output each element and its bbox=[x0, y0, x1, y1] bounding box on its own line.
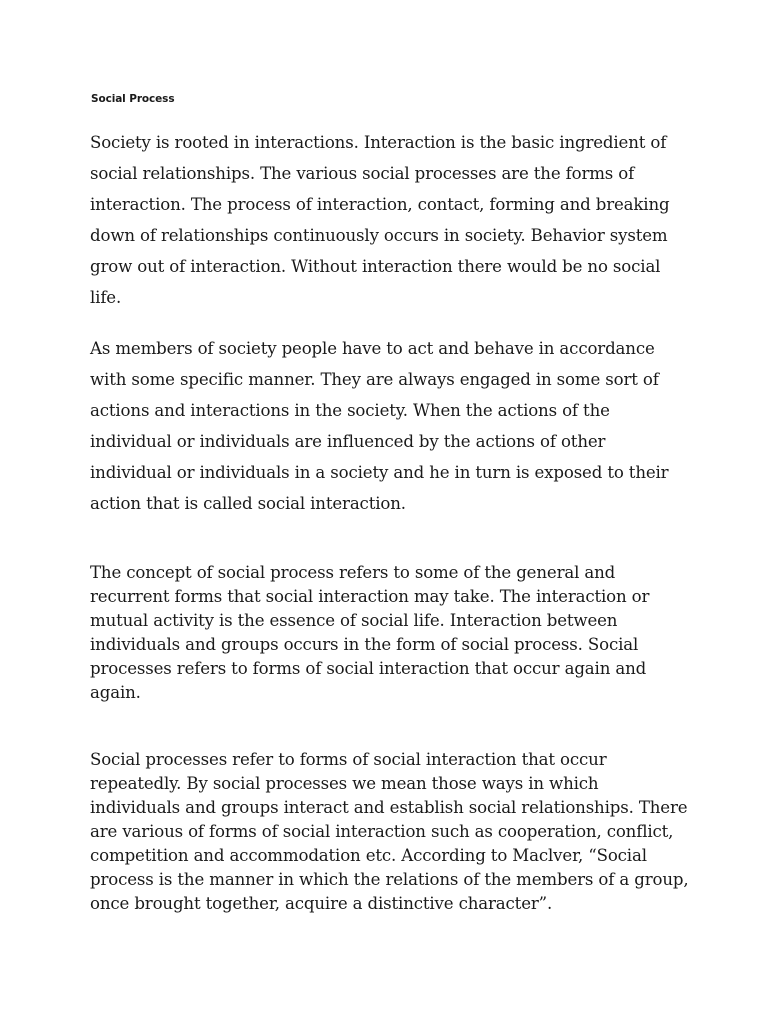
paragraph-4: Social processes refer to forms of social interaction that occur repeatedly. By social processes we mean those ways in which individuals and groups interact and establish social relationships. There are various of forms of social interaction such as cooperation, conflict, competition and accommodation etc. According to Maclver, “Social process is the manner in which the relations of the members of a group, once brought together, acquire a distinctive character”. bbox=[90, 750, 689, 913]
paragraph-1: Society is rooted in interactions. Interaction is the basic ingredient of social relationships. The various social processes are the forms of interaction. The process of interaction, contact, forming and breaking down of relationships continuously occurs in society. Behavior system grow out of interaction. Without interaction there would be no social life. bbox=[90, 133, 670, 307]
paragraph-2: As members of society people have to act and behave in accordance with some specific manner. They are always engaged in some sort of actions and interactions in the society. When the actions of the individual or individuals are influenced by the actions of other individual or individuals in a society and he in turn is exposed to their action that is called social interaction. bbox=[90, 339, 669, 513]
document-title: Social Process bbox=[91, 93, 175, 105]
paragraph-3: The concept of social process refers to some of the general and recurrent forms that social interaction may take. The interaction or mutual activity is the essence of social life. Interaction between individuals and groups occurs in the form of social process. Social processes refers to forms of social interaction that occur again and again. bbox=[90, 563, 650, 702]
